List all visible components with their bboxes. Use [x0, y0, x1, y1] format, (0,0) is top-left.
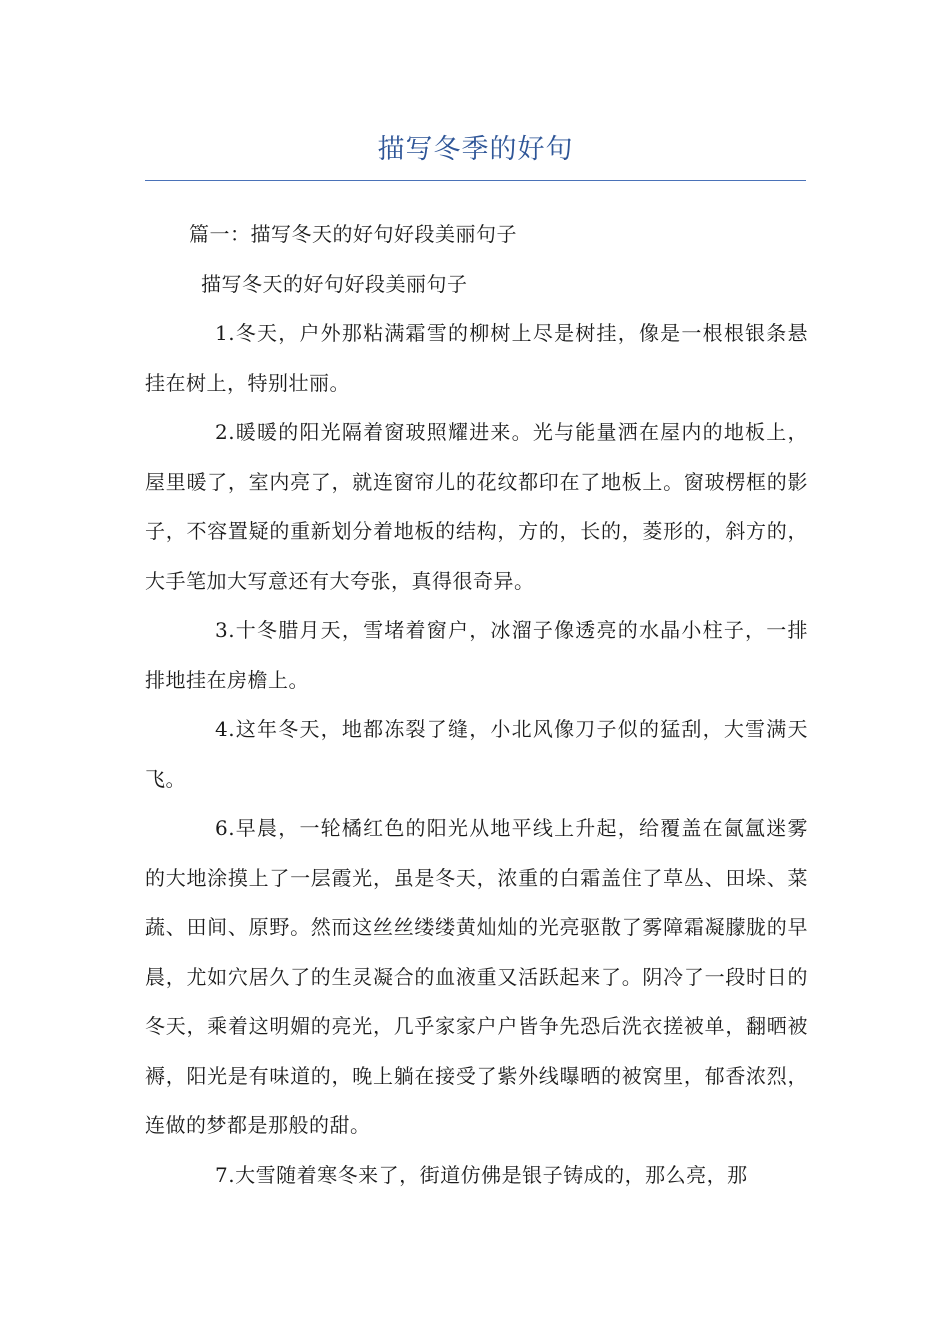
- title-underline: [145, 180, 806, 181]
- paragraph-7: 7.大雪随着寒冬来了，街道仿佛是银子铸成的，那么亮，那: [215, 1162, 748, 1187]
- section-heading: 篇一：描写冬天的好句好段美丽句子: [189, 222, 517, 246]
- paragraph-1: 1.冬天，户外那粘满霜雪的柳树上尽是树挂，像是一根根银条悬挂在树上，特别壮丽。: [145, 321, 808, 395]
- sub-heading: 描写冬天的好句好段美丽句子: [201, 271, 468, 296]
- paragraph-2: 2.暖暖的阳光隔着窗玻照耀进来。光与能量洒在屋内的地板上，屋里暖了，室内亮了，就连窗帘儿的花纹都印在了地板上。窗玻楞框的影子，不容置疑的重新划分着地板的结构，方的，长的，菱形的，斜方的，大手笔加大写意还有大夸张，真得很奇异。: [145, 420, 808, 593]
- document-body: [145, 210, 808, 1200]
- paragraph-4: 4.这年冬天，地都冻裂了缝，小北风像刀子似的猛刮，大雪满天飞。: [145, 717, 808, 791]
- paragraph-6: 6.早晨，一轮橘红色的阳光从地平线上升起，给覆盖在氤氲迷雾的大地涂摸上了一层霞光，虽是冬天，浓重的白霜盖住了草丛、田垛、菜蔬、田间、原野。然而这丝丝缕缕黄灿灿的光亮驱散了雾障霜凝朦胧的早晨，尤如穴居久了的生灵凝合的血液重又活跃起来了。阴冷了一段时日的冬天，乘着这明媚的亮光，几乎家家户户皆争先恐后洗衣搓被单，翻晒被褥，阳光是有味道的，晚上躺在接受了紫外线曝晒的被窝里，郁香浓烈，连做的梦都是那般的甜。: [145, 816, 808, 1137]
- paragraph-3: 3.十冬腊月天，雪堵着窗户，冰溜子像透亮的水晶小柱子，一排排地挂在房檐上。: [145, 618, 808, 692]
- page-title: 描写冬季的好句: [377, 134, 574, 165]
